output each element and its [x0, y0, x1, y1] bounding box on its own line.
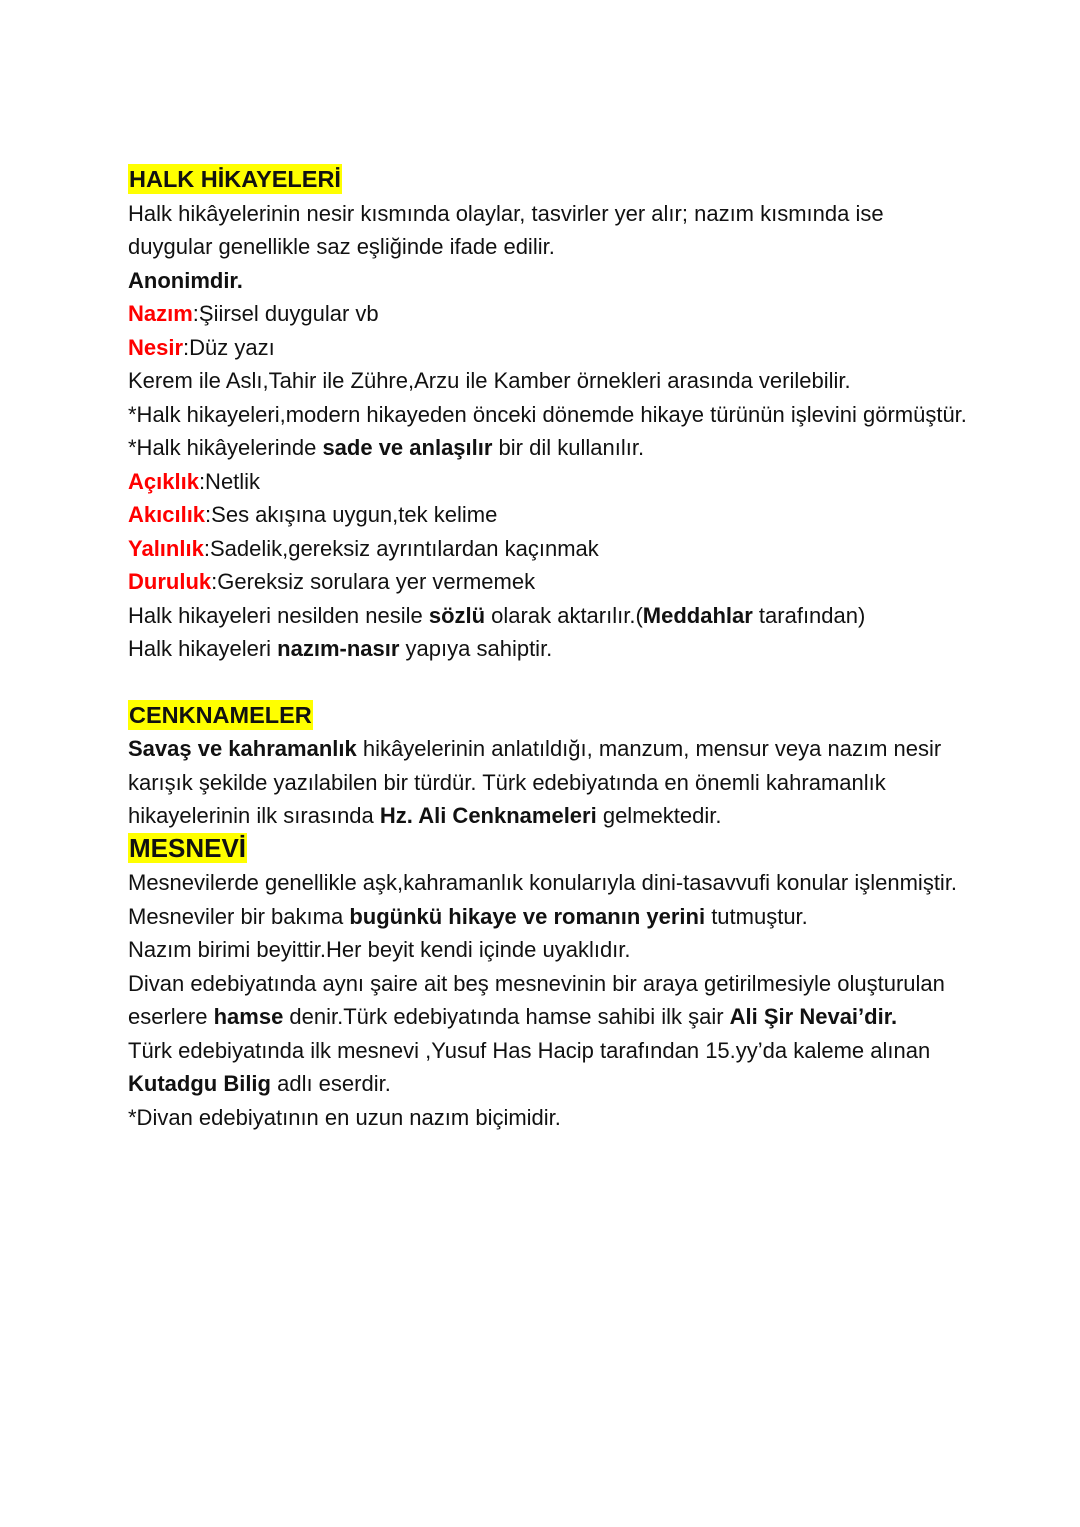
text: *Halk hikâyelerinde — [128, 435, 323, 460]
paragraph — [128, 1034, 968, 1101]
bold-text: bugünkü hikaye ve romanın yerini — [349, 903, 706, 929]
document-page — [128, 163, 968, 1134]
term: Yalınlık — [128, 535, 204, 561]
text: tarafından) — [752, 602, 866, 628]
term: Açıklık — [128, 468, 199, 494]
paragraph: *Divan edebiyatının en uzun nazım biçimidir. — [128, 1104, 561, 1130]
definition-line — [128, 331, 968, 365]
text: yapıya sahiptir. — [399, 636, 553, 661]
text: Halk hikayeleri — [128, 636, 278, 661]
bold-text: sade ve anlaşılır — [322, 435, 493, 460]
definition: :Şiirsel duygular vb — [192, 301, 379, 326]
definition: :Gereksiz sorulara yer vermemek — [211, 569, 536, 594]
term: Akıcılık — [128, 502, 206, 527]
term: Nesir — [128, 334, 184, 360]
text: hikâyelerinin anlatıldığı, manzum, mensur veya nazım nesir karışık şekilde yazılabilen bir türdür. Türk edebiyatında en önemli kahramanlık hikayelerinin ilk sırasında — [128, 736, 942, 828]
paragraph: *Halk hikayeleri,modern hikayeden önceki dönemde hikaye türünün işlevini görmüştür. — [128, 401, 967, 427]
section-heading: CENKNAMELER — [129, 701, 312, 728]
paragraph: Nazım birimi beyittir.Her beyit kendi içinde uyaklıdır. — [128, 937, 631, 962]
term: Nazım — [128, 301, 193, 326]
paragraph: Anonimdir. — [128, 267, 243, 293]
text: tutmuştur. — [705, 903, 808, 929]
text: gelmektedir. — [596, 803, 722, 828]
section-heading: HALK HİKAYELERİ — [129, 166, 341, 192]
bold-text: Meddahlar — [642, 602, 753, 628]
definition-line — [128, 465, 968, 499]
section-mesnevi — [128, 833, 968, 1135]
paragraph: Kerem ile Aslı,Tahir ile Zühre,Arzu ile Kamber örnekleri arasında verilebilir. — [128, 368, 851, 393]
paragraph — [128, 632, 968, 666]
spacer — [128, 666, 968, 699]
section-heading: MESNEVİ — [129, 832, 247, 863]
definition-line — [128, 565, 968, 599]
paragraph — [128, 732, 968, 833]
section-halk-hikayeleri — [128, 163, 968, 666]
text: olarak aktarılır.( — [485, 602, 643, 628]
paragraph: Mesnevilerde genellikle aşk,kahramanlık konularıyla dini-tasavvufi konular işlenmiştir. — [128, 870, 958, 895]
bold-text: Hz. Ali Cenknameleri — [379, 803, 597, 828]
definition: :Netlik — [198, 468, 261, 494]
bold-text: Ali Şir Nevai’dir. — [729, 1004, 898, 1029]
section-cenknameler — [128, 699, 968, 833]
paragraph — [128, 431, 968, 465]
term: Duruluk — [128, 569, 212, 594]
text: Halk hikayeleri nesilden nesile — [128, 602, 429, 628]
definition-line — [128, 532, 968, 566]
definition: :Sadelik,gereksiz ayrıntılardan kaçınmak — [203, 535, 599, 561]
text: Mesneviler bir bakıma — [128, 903, 350, 929]
text: adlı eserdir. — [270, 1071, 391, 1096]
text: Divan edebiyatında aynı şaire ait beş mesnevinin bir araya getirilmesiyle oluşturulan eserlere — [128, 970, 945, 1029]
bold-text: nazım-nasır — [277, 636, 400, 661]
paragraph — [128, 599, 968, 633]
bold-text: hamse — [213, 1004, 284, 1029]
paragraph — [128, 967, 968, 1034]
definition-line — [128, 297, 968, 331]
definition: :Ses akışına uygun,tek kelime — [205, 502, 498, 527]
text: denir.Türk edebiyatında hamse sahibi ilk şair — [283, 1004, 730, 1029]
bold-text: Savaş ve kahramanlık — [128, 736, 357, 761]
paragraph — [128, 900, 968, 934]
definition-line — [128, 498, 968, 532]
paragraph: Halk hikâyelerinin nesir kısmında olaylar, tasvirler yer alır; nazım kısmında ise duygular genellikle saz eşliğinde ifade edilir. — [128, 200, 884, 259]
bold-text: Kutadgu Bilig — [128, 1071, 271, 1096]
text: Türk edebiyatında ilk mesnevi ,Yusuf Has Hacip tarafından 15.yy’da kaleme alınan — [128, 1037, 931, 1063]
bold-text: sözlü — [428, 602, 486, 628]
text: bir dil kullanılır. — [492, 435, 645, 460]
definition: :Düz yazı — [183, 334, 275, 360]
